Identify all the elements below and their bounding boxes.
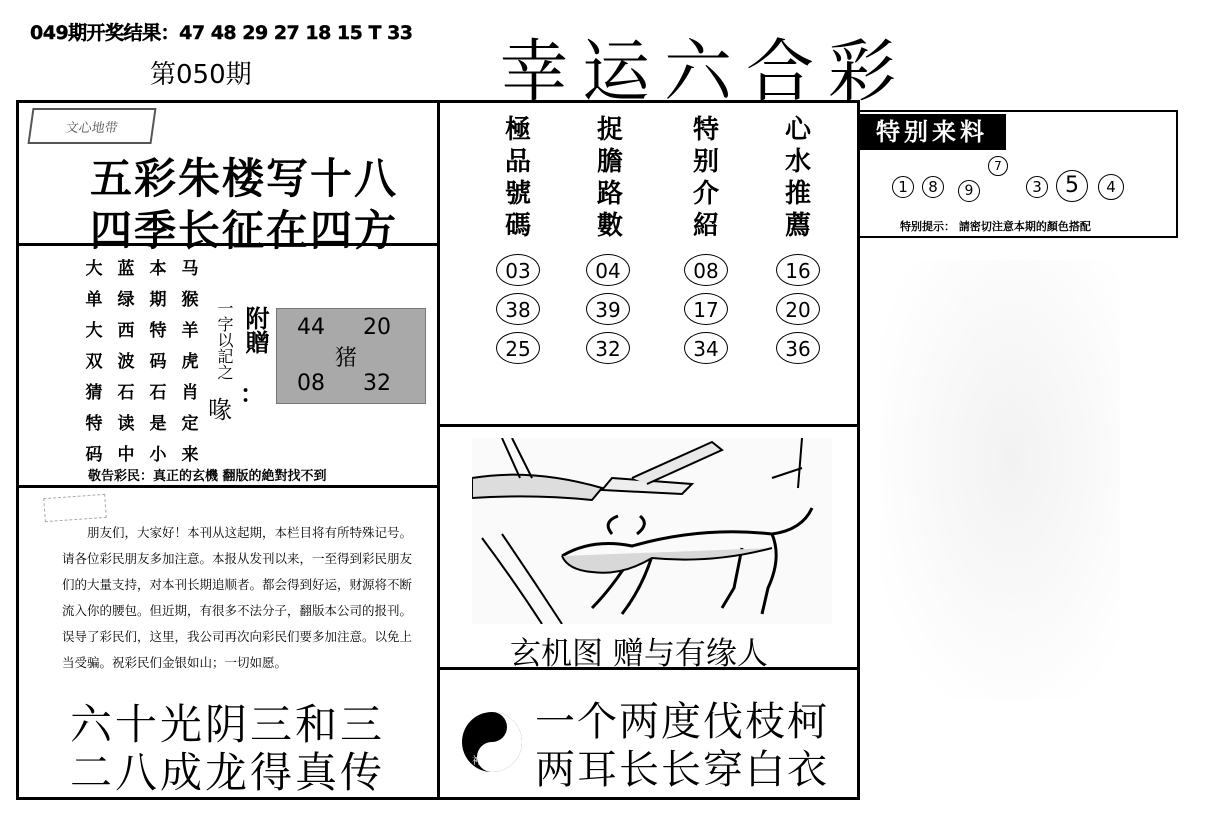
page-title: 幸运六合彩 xyxy=(500,33,911,112)
picture-caption: 玄机图 赠与有缘人 xyxy=(510,636,768,672)
char-grid-col-3 xyxy=(146,254,170,471)
yin-label-2: 神算 xyxy=(472,756,492,767)
head-char: 推 xyxy=(784,179,811,209)
grid-char: 中 xyxy=(117,445,135,465)
grid-char: 绿 xyxy=(117,290,135,310)
head-char: 極 xyxy=(504,115,531,145)
gift-label: 附贈 xyxy=(241,306,269,354)
divider-left-2 xyxy=(16,485,438,488)
gift-box xyxy=(276,308,426,404)
special-digit: 3 xyxy=(1026,176,1048,198)
number-circle: 20 xyxy=(776,293,820,325)
article-body: 朋友们，大家好！本刊从这起期，本栏目将有所特殊记号。请各位彩民朋友多加注意。本报从发刊以来，一至得到彩民朋友们的大量支持，对本刊长期追顺者。都会得到好运，财源将不断流入你的腰包。但近期，有很多不法分子，翻版本公司的报刊。误导了彩民们，这里，我公司再次向彩民们要多加注意。以免上当受骗。祝彩民们金银如山；一切如愿。 xyxy=(62,525,413,670)
issue-number: 第050期 xyxy=(150,60,252,90)
vertical-note-char: 喙 xyxy=(208,396,232,424)
gift-animal: 猪 xyxy=(335,346,358,371)
grid-char: 马 xyxy=(181,259,199,279)
head-char: 心 xyxy=(784,115,811,145)
gift-number: 32 xyxy=(363,371,391,396)
grid-char: 码 xyxy=(149,352,167,372)
gift-number: 08 xyxy=(297,371,325,396)
grid-char: 大 xyxy=(85,259,103,279)
grid-char: 特 xyxy=(149,321,167,341)
number-circle: 25 xyxy=(496,332,540,364)
vertical-note: 一字以記之 xyxy=(215,300,234,380)
grid-char: 虎 xyxy=(181,352,199,372)
head-char: 數 xyxy=(596,211,623,241)
special-digit: 5 xyxy=(1056,170,1088,202)
grid-char: 双 xyxy=(85,352,103,372)
poem-bottom-line-2: 二八成龙得真传 xyxy=(70,748,386,797)
grid-char: 码 xyxy=(85,445,103,465)
grid-char: 来 xyxy=(181,445,199,465)
special-digit: 8 xyxy=(922,176,944,198)
char-grid-col-2 xyxy=(114,254,138,471)
grid-char: 期 xyxy=(149,290,167,310)
head-char: 介 xyxy=(692,179,719,209)
head-char: 别 xyxy=(692,147,719,177)
char-grid-col-4 xyxy=(178,254,202,471)
grid-char: 大 xyxy=(85,321,103,341)
yin-label-1: 玄機 xyxy=(484,718,504,729)
number-circle: 04 xyxy=(586,254,630,286)
grid-char: 猜 xyxy=(85,383,103,403)
head-char: 特 xyxy=(692,115,719,145)
number-circle: 39 xyxy=(586,293,630,325)
head-char: 捉 xyxy=(596,115,623,145)
blank-area xyxy=(880,260,1120,700)
poem-right-line-1: 一个两度伐枝柯 xyxy=(535,699,829,745)
special-digit: 9 xyxy=(958,180,980,202)
previous-result: 049期开奖结果：47 48 29 27 18 15 T 33 xyxy=(30,22,413,44)
head-char: 水 xyxy=(784,147,811,177)
char-grid-col-1 xyxy=(82,254,106,471)
number-circle: 03 xyxy=(496,254,540,286)
numbers-col-3-head xyxy=(686,114,726,242)
divider-vertical-left xyxy=(437,100,440,800)
grid-char: 定 xyxy=(181,414,199,434)
gift-colon: ： xyxy=(240,380,264,408)
head-char: 路 xyxy=(596,179,623,209)
grid-char: 羊 xyxy=(181,321,199,341)
head-char: 膽 xyxy=(596,147,623,177)
grid-char: 西 xyxy=(117,321,135,341)
number-circle: 08 xyxy=(684,254,728,286)
head-char: 薦 xyxy=(784,211,811,241)
grid-char: 猴 xyxy=(181,290,199,310)
numbers-col-4-head xyxy=(778,114,818,242)
number-circle: 36 xyxy=(776,332,820,364)
poem-top-line-1: 五彩朱楼写十八 xyxy=(90,154,399,203)
grid-char: 小 xyxy=(149,445,167,465)
special-digit: 1 xyxy=(892,176,914,198)
special-digit: 7 xyxy=(988,156,1008,176)
divider-center-1 xyxy=(437,424,860,427)
numbers-col-1-head xyxy=(498,114,538,242)
grid-char: 石 xyxy=(117,383,135,403)
number-circle: 32 xyxy=(586,332,630,364)
poem-top-line-2: 四季长征在四方 xyxy=(90,206,399,255)
special-digit: 4 xyxy=(1098,174,1124,200)
gift-number: 44 xyxy=(297,315,325,340)
special-heading: 特别来料 xyxy=(858,114,1006,150)
grid-char: 波 xyxy=(117,352,135,372)
number-circle: 38 xyxy=(496,293,540,325)
article-tag xyxy=(43,494,107,522)
poem-right-line-2: 两耳长长穿白衣 xyxy=(535,747,829,793)
grid-char: 是 xyxy=(149,414,167,434)
grid-char: 蓝 xyxy=(117,259,135,279)
grid-char: 读 xyxy=(117,414,135,434)
poem-bottom-line-1: 六十光阴三和三 xyxy=(70,700,386,749)
mystery-picture xyxy=(472,438,832,624)
grid-char: 本 xyxy=(149,259,167,279)
head-char: 碼 xyxy=(504,211,531,241)
special-hint: 特别提示： 請密切注意本期的顏色搭配 xyxy=(900,220,1091,233)
numbers-col-2-head xyxy=(590,114,630,242)
head-char: 號 xyxy=(504,179,531,209)
number-circle: 16 xyxy=(776,254,820,286)
section-tag: 文心地带 xyxy=(27,108,156,144)
number-circle: 17 xyxy=(684,293,728,325)
grid-char: 特 xyxy=(85,414,103,434)
warning-text: 敬告彩民：真正的玄機 翻版的絶對找不到 xyxy=(88,469,327,484)
ox-illustration xyxy=(472,438,832,624)
number-circle: 34 xyxy=(684,332,728,364)
grid-char: 单 xyxy=(85,290,103,310)
grid-char: 肖 xyxy=(181,383,199,403)
gift-number: 20 xyxy=(363,315,391,340)
grid-char: 石 xyxy=(149,383,167,403)
head-char: 品 xyxy=(504,147,531,177)
head-char: 紹 xyxy=(692,211,719,241)
